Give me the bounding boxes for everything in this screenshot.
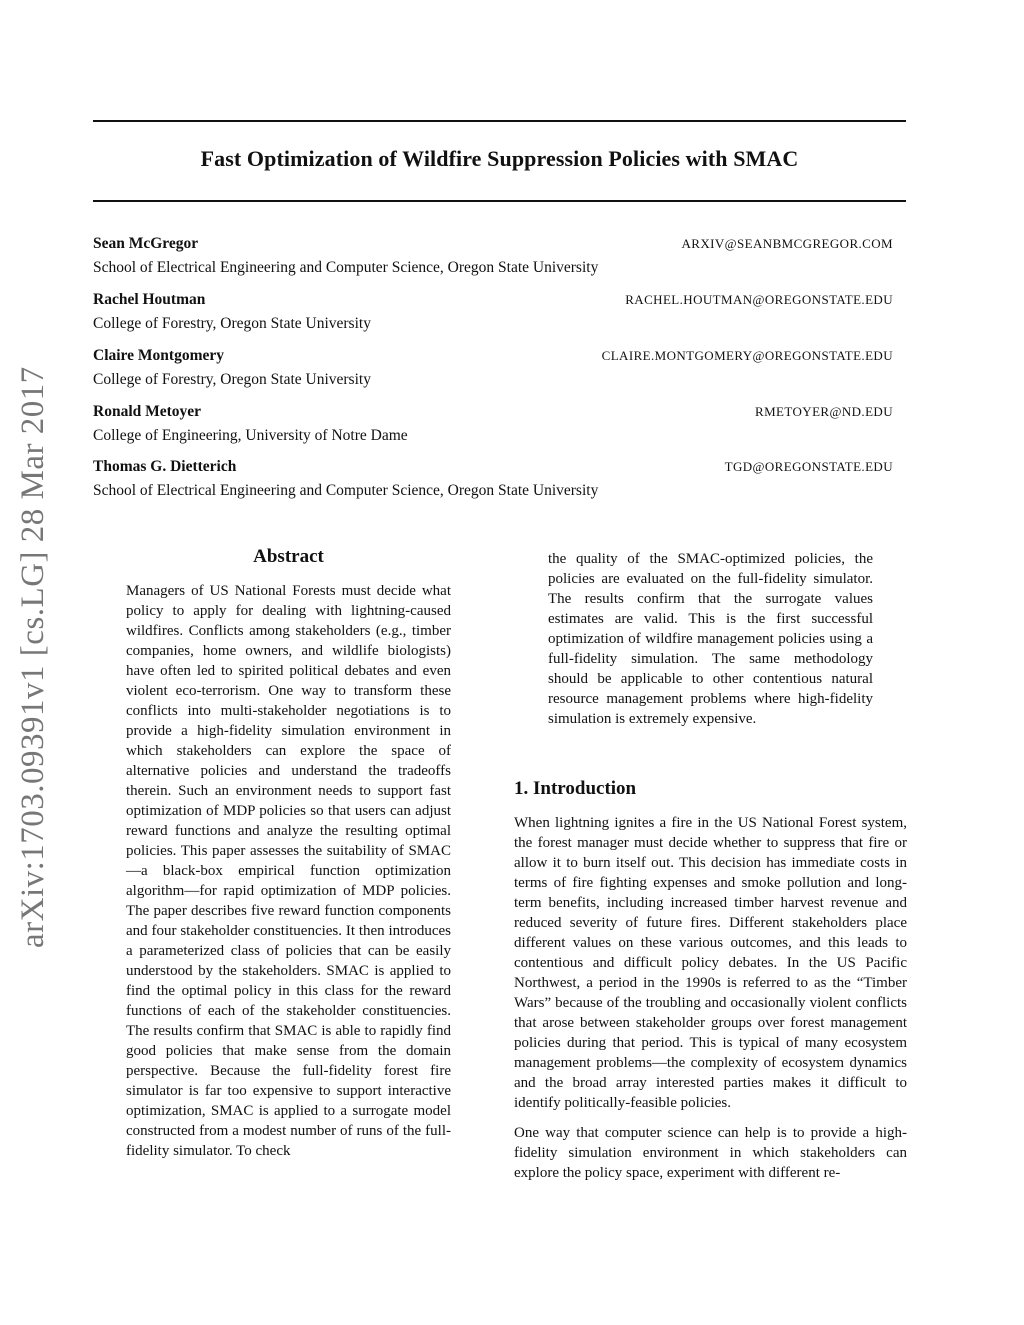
author-block (93, 346, 893, 390)
author-name: Claire Montgomery (93, 347, 224, 364)
introduction-paragraph: One way that computer science can help is to provide a high-fidelity simulation environment in which stakeholders can explore the policy space, experiment with different re- (514, 1125, 907, 1181)
introduction-heading: 1. Introduction (514, 778, 637, 799)
author-email[interactable]: RMETOYER@ND.EDU (755, 404, 893, 419)
rule-bottom (93, 200, 906, 202)
rule-top (93, 120, 906, 122)
author-block (93, 290, 893, 334)
abstract-text-continued: the quality of the SMAC-optimized policies, the policies are evaluated on the full-fidelity simulator. The results confirm that the surrogate values estimates are valid. This is the first successful optimization of wildfire management policies using a full-fidelity simulation. The same methodology should be applicable to other contentious natural resource management problems where high-fidelity simulation is extremely expensive. (548, 551, 873, 727)
arxiv-stamp: arXiv:1703.09391v1 [cs.LG] 28 Mar 2017 (15, 366, 51, 948)
author-affiliation: College of Engineering, University of Notre Dame (93, 427, 408, 444)
author-name: Sean McGregor (93, 235, 199, 252)
introduction-paragraph: When lightning ignites a fire in the US National Forest system, the forest manager must decide whether to suppress that fire or allow it to burn itself out. This decision has immediate costs in terms of fire fighting expenses and smoke pollution and long-term benefits, including increased timber harvest revenue and reduced severity of future fires. Different stakeholders place different values on these various outcomes, and this leads to contentious and difficult policy debates. In the US Pacific Northwest, a period in the 1990s is referred to as the “Timber Wars” because of the troubling and occasionally violent conflicts that arose between stakeholder groups over forest management policies during that period. This is typical of many ecosystem management problems—the complexity of ecosystem dynamics and the broad array interested parties makes it difficult to identify politically-feasible policies. (514, 815, 907, 1111)
author-name: Rachel Houtman (93, 291, 206, 308)
author-affiliation: School of Electrical Engineering and Computer Science, Oregon State University (93, 482, 599, 499)
author-email[interactable]: TGD@OREGONSTATE.EDU (724, 459, 893, 474)
author-affiliation: College of Forestry, Oregon State University (93, 371, 371, 388)
author-email[interactable]: RACHEL.HOUTMAN@OREGONSTATE.EDU (625, 292, 893, 307)
abstract-heading: Abstract (253, 546, 324, 567)
paper-title: Fast Optimization of Wildfire Suppression Policies with SMAC (200, 146, 799, 171)
author-block (93, 234, 893, 278)
author-block (93, 402, 893, 446)
abstract-text: Managers of US National Forests must decide what policy to apply for dealing with lightning-caused wildfires. Conflicts among stakeholders (e.g., timber companies, home owners, and wildlife biologists) have often led to spirited political debates and even violent eco-terrorism. One way to transform these conflicts into multi-stakeholder negotiations is to provide a high-fidelity simulation environment in which stakeholders can explore the space of alternative policies and understand the tradeoffs therein. Such an environment needs to support fast optimization of MDP policies so that users can adjust reward functions and analyze the resulting optimal policies. This paper assesses the suitability of SMAC—a black-box empirical function optimization algorithm—for rapid optimization of MDP policies. The paper describes five reward function components and four stakeholder constituencies. It then introduces a parameterized class of policies that can be easily understood by the stakeholders. SMAC is applied to find the optimal policy in this class for the reward functions of each of the stakeholder constituencies. The results confirm that SMAC is able to rapidly find good policies that make sense from the domain perspective. Because the full-fidelity forest fire simulator is far too expensive to support interactive optimization, SMAC is applied to a surrogate model constructed from a modest number of runs of the full-fidelity simulator. To check (126, 583, 451, 1159)
author-name: Ronald Metoyer (93, 403, 202, 420)
author-block (93, 457, 893, 501)
left-column (126, 545, 451, 1161)
author-affiliation: School of Electrical Engineering and Computer Science, Oregon State University (93, 259, 599, 276)
author-email[interactable]: CLAIRE.MONTGOMERY@OREGONSTATE.EDU (601, 348, 893, 363)
author-name: Thomas G. Dietterich (93, 458, 237, 475)
right-column (514, 549, 907, 1193)
author-email[interactable]: ARXIV@SEANBMCGREGOR.COM (681, 236, 893, 251)
author-affiliation: College of Forestry, Oregon State University (93, 315, 371, 332)
